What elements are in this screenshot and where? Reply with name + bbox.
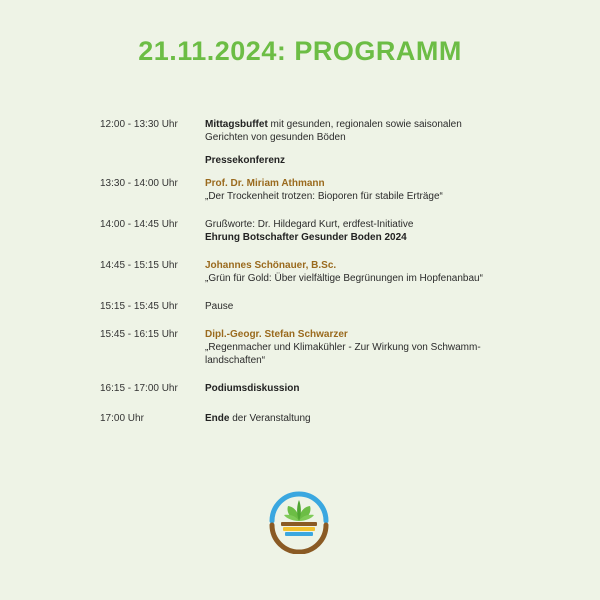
talk-title: „Der Trockenheit trotzen: Bioporen für stabile Erträge“ xyxy=(205,191,443,202)
schedule-time: 15:45 - 16:15 Uhr xyxy=(100,329,178,340)
schedule-text: Pause xyxy=(205,301,234,312)
schedule-item xyxy=(100,259,520,285)
schedule-time: 17:00 Uhr xyxy=(100,413,144,424)
speaker-name: Johannes Schönauer, B.Sc. xyxy=(205,260,337,271)
schedule-title: Pressekonferenz xyxy=(205,155,286,166)
schedule-time: 12:00 - 13:30 Uhr xyxy=(100,119,178,130)
schedule-title: Ende xyxy=(205,413,230,424)
schedule-text: mit gesunden, regionalen sowie saisonalen xyxy=(267,119,462,130)
talk-title-line2: landschaften“ xyxy=(205,355,266,366)
schedule-text-line2: Gerichten von gesunden Böden xyxy=(205,132,346,143)
talk-title: „Grün für Gold: Über vielfältige Begrünungen im Hopfenanbau“ xyxy=(205,273,483,284)
schedule-text: der Veranstaltung xyxy=(229,413,311,424)
schedule-item xyxy=(100,300,520,313)
speaker-name: Prof. Dr. Miriam Athmann xyxy=(205,178,325,189)
healthy-soil-logo-icon xyxy=(266,488,332,554)
schedule-item xyxy=(100,382,520,395)
talk-title: „Regenmacher und Klimakühler - Zur Wirkung von Schwamm- xyxy=(205,342,481,353)
schedule-item xyxy=(100,328,520,367)
page-title: 21.11.2024: PROGRAMM xyxy=(138,36,462,66)
schedule-time: 16:15 - 17:00 Uhr xyxy=(100,383,178,394)
schedule-text: Grußworte: Dr. Hildegard Kurt, erdfest-Initiative xyxy=(205,219,414,230)
schedule-item xyxy=(100,177,520,203)
schedule-item xyxy=(100,218,520,244)
schedule-time: 14:00 - 14:45 Uhr xyxy=(100,219,178,230)
program-schedule xyxy=(100,118,520,425)
schedule-item xyxy=(100,412,520,425)
speaker-name: Dipl.-Geogr. Stefan Schwarzer xyxy=(205,329,348,340)
schedule-title: Ehrung Botschafter Gesunder Boden 2024 xyxy=(205,232,407,243)
schedule-item xyxy=(100,118,520,167)
schedule-time: 13:30 - 14:00 Uhr xyxy=(100,178,178,189)
schedule-time: 15:15 - 15:45 Uhr xyxy=(100,301,178,312)
schedule-title: Mittagsbuffet xyxy=(205,119,268,130)
schedule-title: Podiumsdiskussion xyxy=(205,383,300,394)
schedule-time: 14:45 - 15:15 Uhr xyxy=(100,260,178,271)
